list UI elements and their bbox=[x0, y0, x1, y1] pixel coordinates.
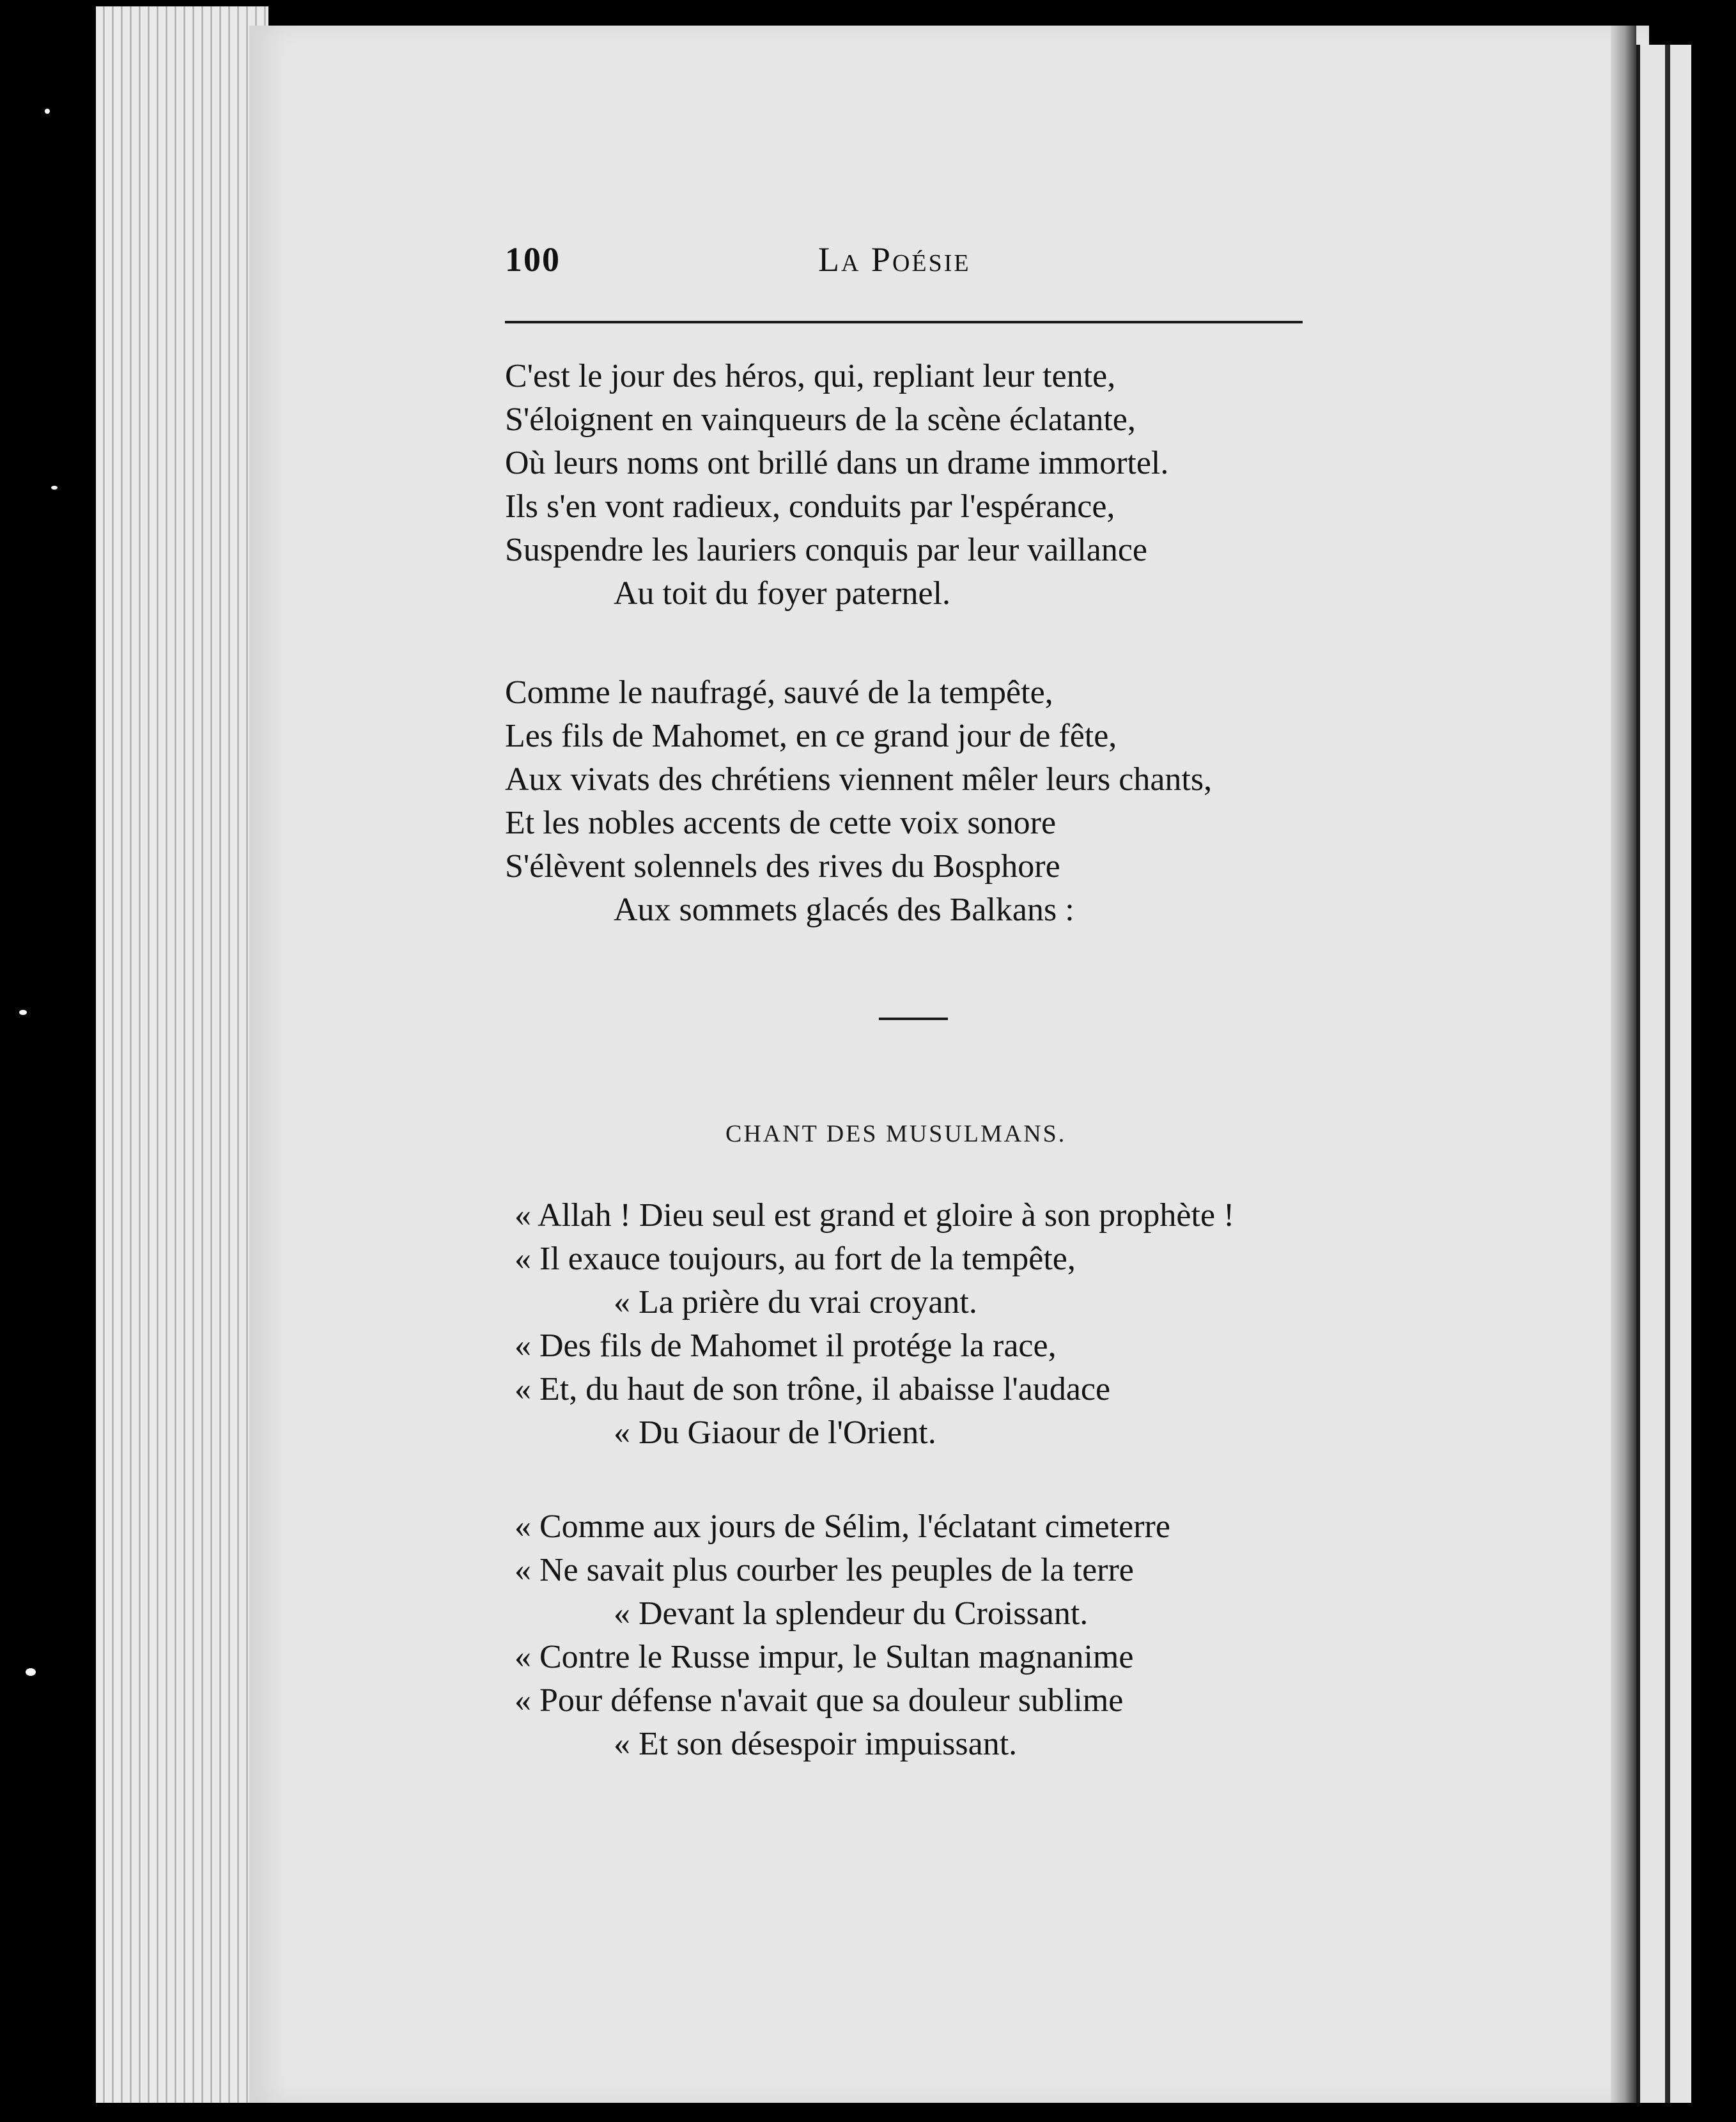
verse-line: Les fils de Mahomet, en ce grand jour de fête, bbox=[505, 718, 1117, 754]
verse-line: « Allah ! Dieu seul est grand et gloire à son prophète ! bbox=[515, 1197, 1235, 1234]
book-page bbox=[249, 26, 1649, 2103]
verse-line: Comme le naufragé, sauvé de la tempête, bbox=[505, 674, 1053, 711]
verse-line: S'élèvent solennels des rives du Bosphore bbox=[505, 848, 1060, 885]
verse-line: Ils s'en vont radieux, conduits par l'espérance, bbox=[505, 488, 1115, 525]
verse-line: Au toit du foyer paternel. bbox=[614, 575, 951, 612]
verse-line: Suspendre les lauriers conquis par leur vaillance bbox=[505, 532, 1147, 568]
verse-line: « Du Giaour de l'Orient. bbox=[614, 1414, 936, 1451]
page-number: 100 bbox=[505, 240, 561, 279]
song-stanza-1 bbox=[505, 1194, 1234, 1455]
verse-line: « Pour défense n'avait que sa douleur sublime bbox=[515, 1682, 1124, 1719]
verse-line: Aux sommets glacés des Balkans : bbox=[614, 892, 1074, 928]
verse-line: Où leurs noms ont brillé dans un drame immortel. bbox=[505, 445, 1169, 481]
scan-speck bbox=[26, 1668, 36, 1676]
verse-line: « Des fils de Mahomet il protége la race, bbox=[515, 1328, 1057, 1364]
verse-line: « Comme aux jours de Sélim, l'éclatant cimeterre bbox=[515, 1508, 1170, 1545]
stanza-2 bbox=[505, 671, 1212, 932]
header-rule bbox=[505, 321, 1303, 323]
section-title: CHANT DES MUSULMANS. bbox=[725, 1120, 1067, 1147]
scan-speck bbox=[51, 486, 58, 490]
stanza-1 bbox=[505, 355, 1168, 616]
scan-speck bbox=[45, 109, 50, 114]
verse-line: Aux vivats des chrétiens viennent mêler leurs chants, bbox=[505, 761, 1213, 798]
verse-line: C'est le jour des héros, qui, repliant leur tente, bbox=[505, 358, 1116, 394]
book-page-edges bbox=[96, 6, 268, 2103]
song-stanza-2 bbox=[505, 1505, 1170, 1766]
verse-line: « Contre le Russe impur, le Sultan magnanime bbox=[515, 1639, 1134, 1675]
running-title: La Poésie bbox=[818, 240, 971, 279]
section-divider bbox=[879, 1018, 948, 1020]
verse-line: « Ne savait plus courber les peuples de la terre bbox=[515, 1552, 1134, 1588]
verse-line: « Il exauce toujours, au fort de la tempête, bbox=[515, 1241, 1076, 1277]
scan-speck bbox=[19, 1010, 27, 1015]
verse-line: « Devant la splendeur du Croissant. bbox=[614, 1595, 1089, 1632]
book-gutter bbox=[1611, 26, 1636, 2103]
verse-line: « Et son désespoir impuissant. bbox=[614, 1726, 1018, 1762]
verse-line: S'éloignent en vainqueurs de la scène éclatante, bbox=[505, 401, 1136, 438]
verse-line: Et les nobles accents de cette voix sonore bbox=[505, 805, 1057, 841]
verse-line: « La prière du vrai croyant. bbox=[614, 1284, 977, 1320]
facing-page-shadow bbox=[1665, 45, 1670, 2103]
verse-line: « Et, du haut de son trône, il abaisse l'audace bbox=[515, 1371, 1111, 1407]
facing-page-edge bbox=[1636, 45, 1691, 2103]
